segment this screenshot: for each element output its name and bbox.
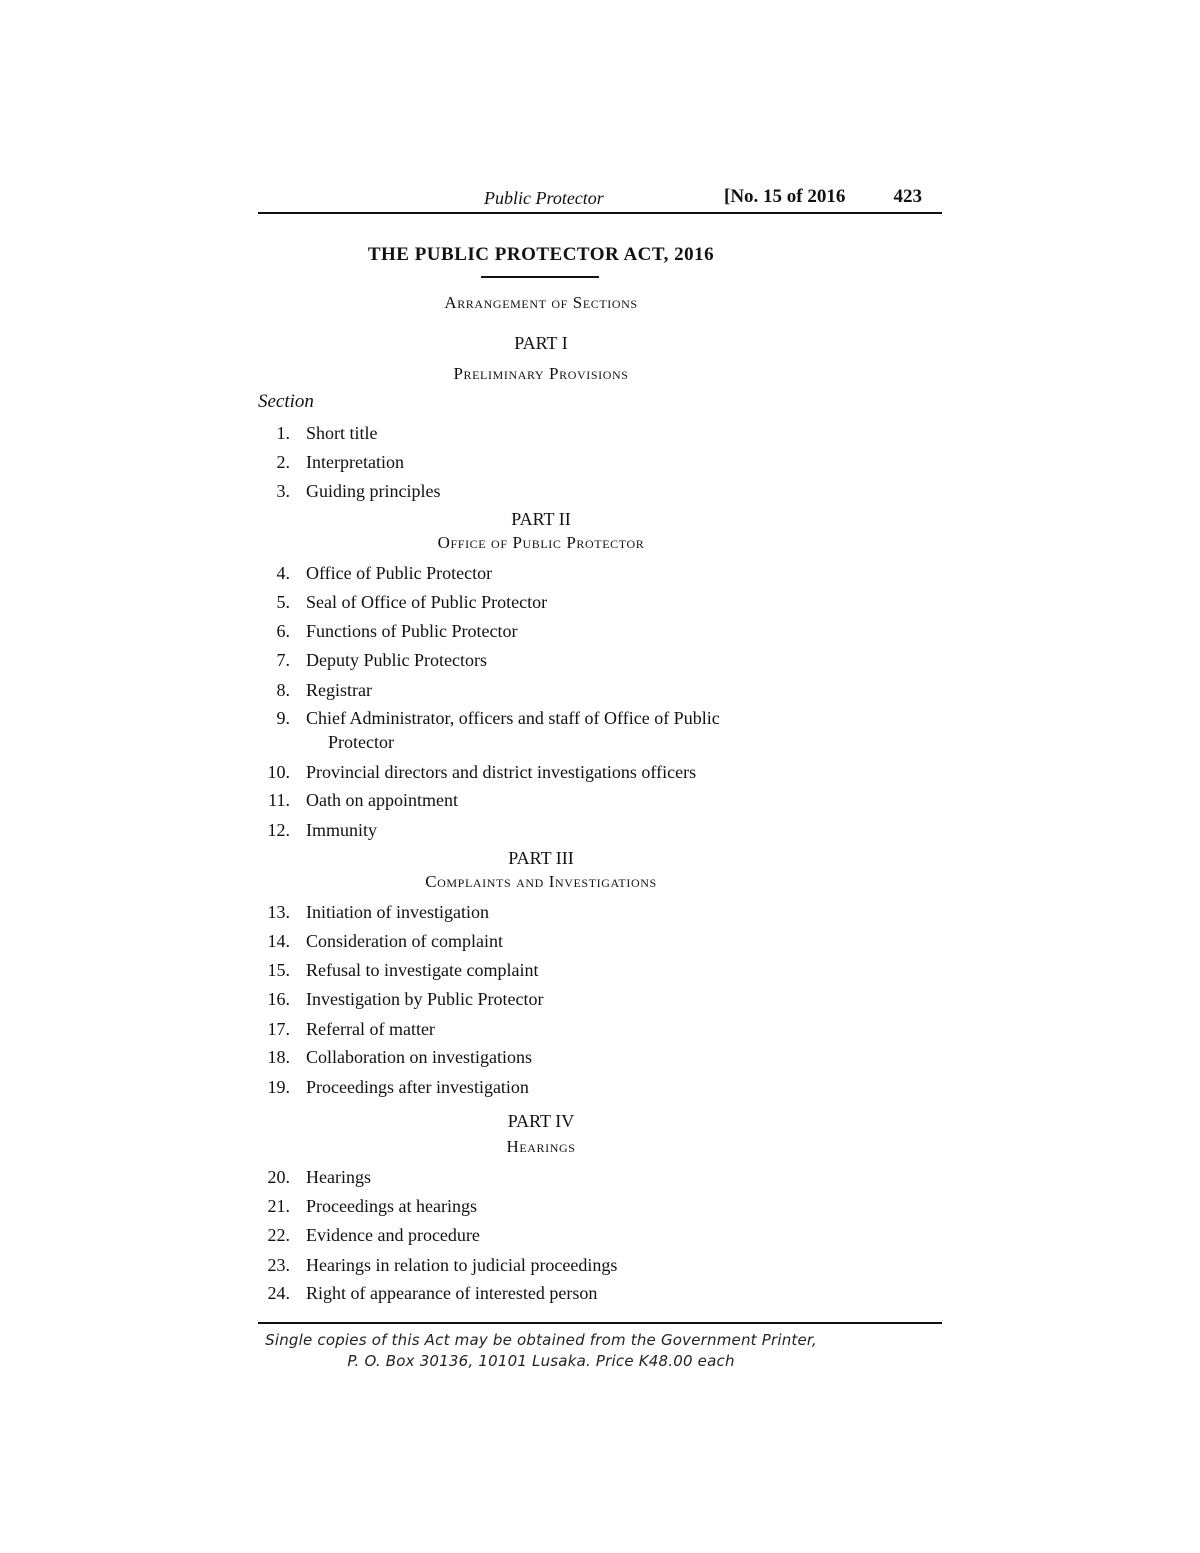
section-number: 9. bbox=[276, 708, 290, 728]
footer-line-1: Single copies of this Act may be obtained from the Government Printer, bbox=[265, 1331, 817, 1349]
section-number: 2. bbox=[276, 452, 290, 472]
running-header bbox=[258, 186, 942, 212]
section-column-label: Section bbox=[258, 391, 314, 412]
header-rule bbox=[258, 212, 942, 214]
section-number: 21. bbox=[267, 1196, 290, 1216]
section-number: 16. bbox=[267, 989, 290, 1009]
section-title: Proceedings at hearings bbox=[306, 1196, 477, 1216]
section-number: 19. bbox=[267, 1077, 290, 1097]
section-number: 5. bbox=[276, 592, 290, 612]
section-title-continuation: Protector bbox=[328, 732, 394, 752]
section-title: Deputy Public Protectors bbox=[306, 650, 487, 670]
section-title: Evidence and procedure bbox=[306, 1225, 480, 1245]
section-title: Investigation by Public Protector bbox=[306, 989, 544, 1009]
section-title: Short title bbox=[306, 423, 378, 443]
part-label-4: PART IV bbox=[507, 1111, 575, 1131]
section-title: Hearings in relation to judicial proceedings bbox=[306, 1255, 618, 1275]
section-number: 4. bbox=[276, 563, 290, 583]
section-number: 10. bbox=[267, 762, 290, 782]
section-number: 14. bbox=[267, 931, 290, 951]
section-title: Proceedings after investigation bbox=[306, 1077, 529, 1097]
section-number: 7. bbox=[276, 650, 290, 670]
part-label-1: PART I bbox=[514, 333, 568, 353]
section-title: Office of Public Protector bbox=[306, 563, 493, 583]
section-title: Functions of Public Protector bbox=[306, 621, 518, 641]
section-title: Hearings bbox=[306, 1167, 371, 1187]
section-number: 6. bbox=[276, 621, 290, 641]
part-heading-3: Complaints and Investigations bbox=[425, 872, 657, 891]
section-title: Referral of matter bbox=[306, 1019, 435, 1039]
part-heading-1: Preliminary Provisions bbox=[453, 364, 629, 383]
section-title: Refusal to investigate complaint bbox=[306, 960, 539, 980]
section-number: 3. bbox=[276, 481, 290, 501]
section-title: Guiding principles bbox=[306, 481, 441, 501]
section-title: Right of appearance of interested person bbox=[306, 1283, 598, 1303]
section-number: 11. bbox=[268, 790, 290, 810]
section-title: Initiation of investigation bbox=[306, 902, 489, 922]
part-label-2: PART II bbox=[511, 509, 571, 529]
section-title: Chief Administrator, officers and staff of Office of Public bbox=[306, 708, 720, 728]
part-heading-4: Hearings bbox=[506, 1137, 576, 1156]
section-title: Registrar bbox=[306, 680, 372, 700]
section-number: 1. bbox=[276, 423, 290, 443]
act-title: THE PUBLIC PROTECTOR ACT, 2016 bbox=[367, 244, 715, 265]
section-number: 20. bbox=[267, 1167, 290, 1187]
section-title: Seal of Office of Public Protector bbox=[306, 592, 548, 612]
section-title: Provincial directors and district investigations officers bbox=[306, 762, 697, 782]
part-label-3: PART III bbox=[508, 848, 574, 868]
footer-line-2: P. O. Box 30136, 10101 Lusaka. Price K48.00 each bbox=[347, 1352, 735, 1370]
section-number: 15. bbox=[267, 960, 290, 980]
section-title: Immunity bbox=[306, 820, 377, 840]
section-number: 24. bbox=[267, 1283, 290, 1303]
footer-rule bbox=[258, 1322, 942, 1324]
arrangement-heading: Arrangement of Sections bbox=[444, 293, 638, 312]
page-number: 423 bbox=[893, 186, 922, 207]
section-title: Interpretation bbox=[306, 452, 404, 472]
section-number: 17. bbox=[267, 1019, 290, 1039]
title-rule bbox=[481, 276, 599, 278]
act-number: [No. 15 of 2016 bbox=[724, 186, 846, 207]
section-number: 13. bbox=[267, 902, 290, 922]
section-title: Collaboration on investigations bbox=[306, 1047, 532, 1067]
section-number: 8. bbox=[276, 680, 290, 700]
section-title: Consideration of complaint bbox=[306, 931, 503, 951]
section-number: 23. bbox=[267, 1255, 290, 1275]
running-title: Public Protector bbox=[484, 188, 604, 208]
section-number: 22. bbox=[267, 1225, 290, 1245]
part-heading-2: Office of Public Protector bbox=[437, 533, 645, 552]
section-number: 18. bbox=[267, 1047, 290, 1067]
section-title: Oath on appointment bbox=[306, 790, 458, 810]
section-number: 12. bbox=[267, 820, 290, 840]
